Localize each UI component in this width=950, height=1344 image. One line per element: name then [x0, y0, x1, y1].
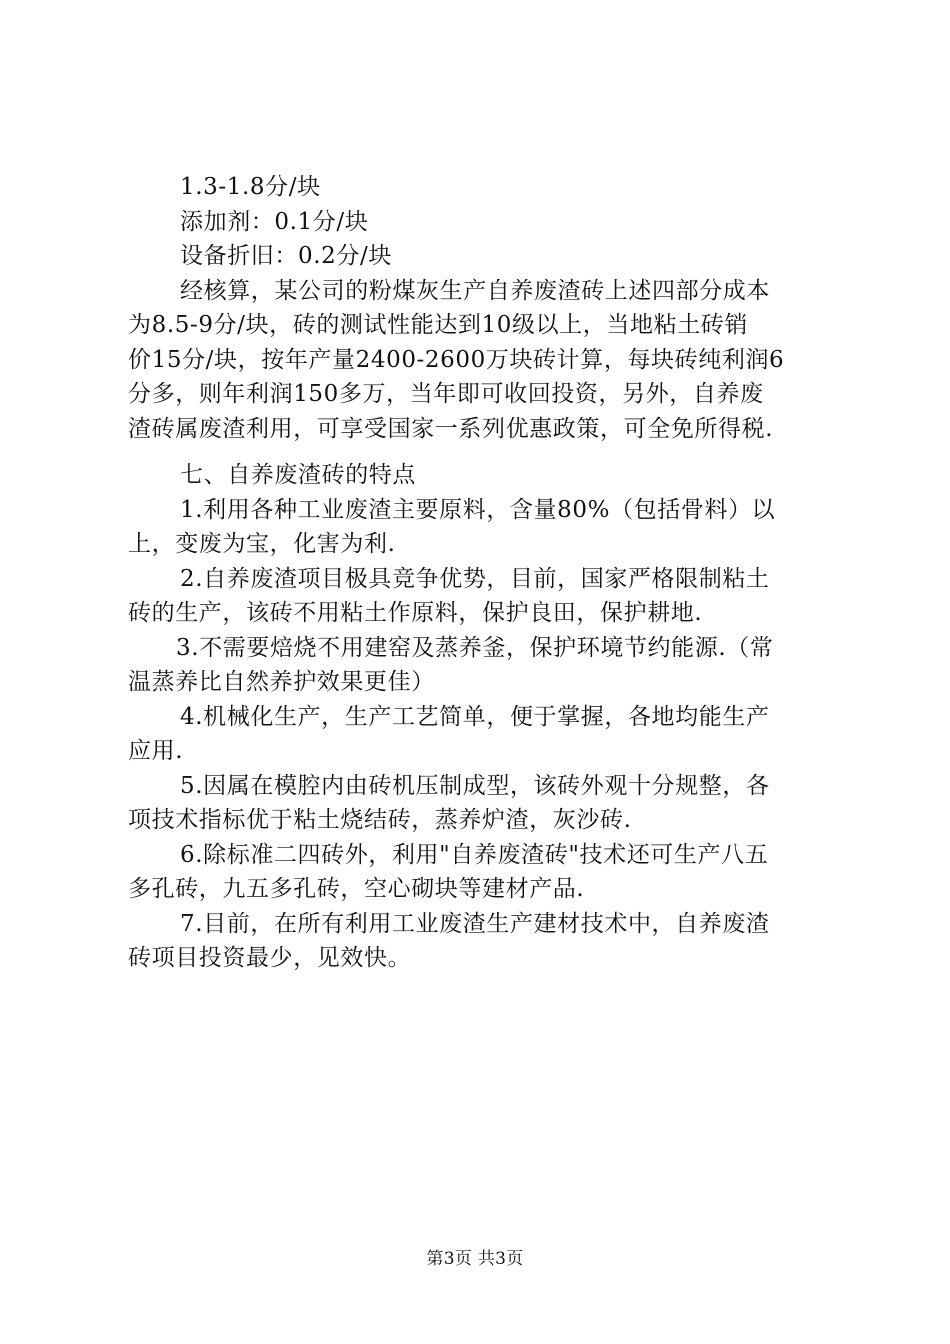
cost-item: 1.3-1.8分/块 — [180, 174, 321, 200]
feature-line: 应用. — [128, 738, 184, 764]
feature-line: 温蒸养比自然养护效果更佳） — [128, 669, 435, 695]
feature-item — [128, 838, 834, 907]
paragraph-line: 价15分/块，按年产量2400-2600万块砖计算，每块砖纯利润6 — [128, 346, 785, 373]
feature-item — [128, 907, 834, 976]
cost-item: 设备折旧：0.2分/块 — [180, 243, 392, 269]
feature-line: 6.除标准二四砖外，利用"自养废渣砖"技术还可生产八五 — [180, 841, 769, 868]
feature-line: 7.目前，在所有利用工业废渣生产建材技术中，自养废渣 — [180, 910, 770, 937]
feature-line: 上，变废为宝，化害为利. — [128, 531, 396, 557]
section-heading: 七、自养废渣砖的特点 — [180, 462, 416, 488]
paragraph-line: 渣砖属废渣利用，可享受国家一系列优惠政策，可全免所得税. — [128, 415, 774, 442]
summary-paragraph — [128, 274, 834, 447]
document-body — [128, 170, 834, 976]
feature-item — [128, 631, 834, 700]
feature-line: 砖的生产，该砖不用粘土作原料，保护良田，保护耕地. — [128, 600, 703, 626]
paragraph-line: 经核算，某公司的粉煤灰生产自养废渣砖上述四部分成本 — [180, 277, 770, 304]
feature-item — [128, 562, 834, 631]
feature-item — [128, 700, 834, 769]
feature-line: 多孔砖，九五多孔砖，空心砌块等建材产品. — [128, 876, 585, 902]
page-footer: 第3页 共3页 — [426, 1249, 524, 1269]
feature-line: 5.因属在模腔内由砖机压制成型，该砖外观十分规整，各 — [180, 772, 770, 799]
feature-item — [128, 493, 834, 562]
paragraph-line: 分多，则年利润150多万，当年即可收回投资，另外，自养废 — [128, 381, 764, 407]
feature-line: 3.不需要焙烧不用建窑及蒸养釜，保护环境节约能源.（常 — [176, 634, 774, 661]
feature-line: 4.机械化生产，生产工艺简单，便于掌握，各地均能生产 — [180, 703, 770, 730]
paragraph-line: 为8.5-9分/块，砖的测试性能达到10级以上，当地粘土砖销 — [128, 312, 748, 338]
feature-item — [128, 769, 834, 838]
feature-line: 项技术指标优于粘土烧结砖，蒸养炉渣，灰沙砖. — [128, 807, 632, 833]
cost-item: 添加剂：0.1分/块 — [180, 208, 369, 235]
feature-line: 2.自养废渣项目极具竞争优势，目前，国家严格限制粘土 — [180, 565, 770, 592]
feature-line: 1.利用各种工业废渣主要原料，含量80%（包括骨料）以 — [180, 496, 776, 523]
feature-line: 砖项目投资最少，见效快。 — [128, 945, 412, 971]
